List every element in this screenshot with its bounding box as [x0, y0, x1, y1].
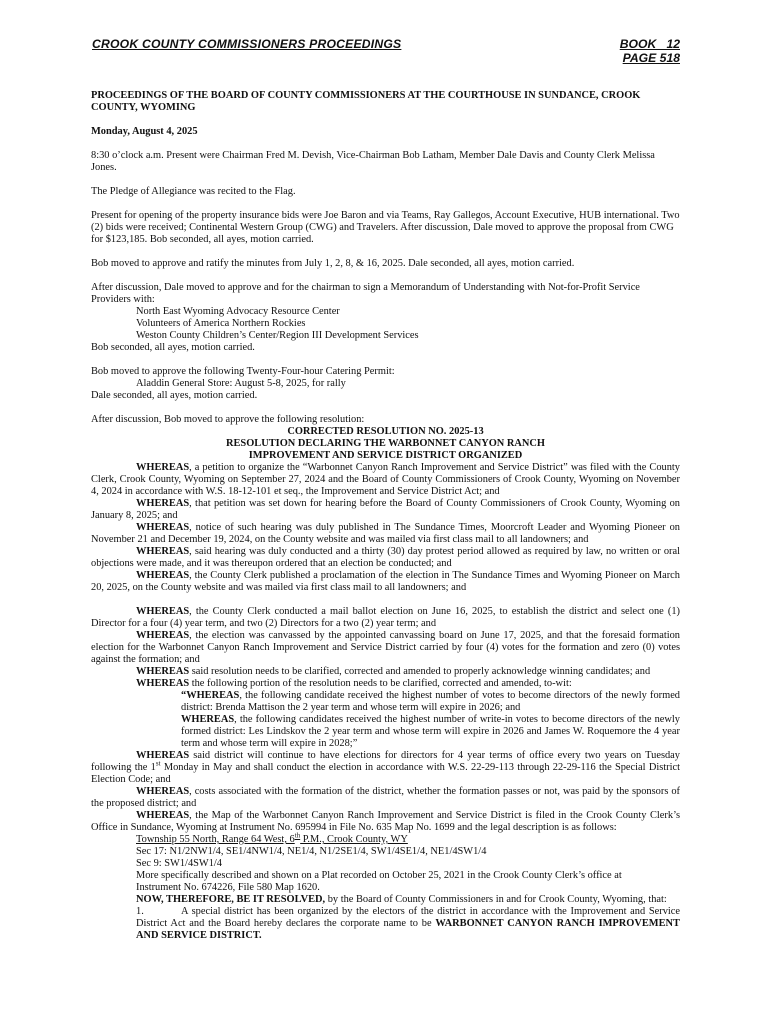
meeting-date: Monday, August 4, 2025: [91, 126, 198, 137]
legal-description-township: Township 55 North, Range 64 West, 6th P.M., Crook County, WY: [136, 831, 408, 845]
quoted-clause: WHEREAS, the following candidates received the highest number of write-in votes to become directors of the newly formed district: Les Lindskov the 2 year term and whose term will expire in 2026 and James W. Roquemore the 4 year term and whose term will expire in 2028;”: [181, 714, 680, 749]
legal-description-section: Sec 17: N1/2NW1/4, SE1/4NW1/4, NE1/4, N1/2SE1/4, SW1/4SE1/4, NE1/4SW1/4: [136, 846, 487, 857]
resolved-item: 1. A special district has been organized by the electors of the district in accordance with the Improvement and Service District Act and the Board hereby declares the corporate name to be WARBONNET CANYON RANCH IMPROVEMENT AND SERVICE DISTRICT.: [136, 906, 680, 941]
attendance-paragraph: 8:30 o’clock a.m. Present were Chairman Fred M. Devish, Vice-Chairman Bob Latham, Member Dale Davis and County Clerk Melissa Jones.: [91, 150, 655, 173]
whereas-clause: WHEREAS, the election was canvassed by the appointed canvassing board on June 17, 2025, and that the foresaid formation election for the Warbonnet Canyon Ranch Improvement and Service District carried by four (4) votes for the formation and zero (0) votes against the formation; and: [91, 630, 680, 665]
header-title: CROOK COUNTY COMMISSIONERS PROCEEDINGS: [92, 37, 402, 51]
resolution-subtitle: RESOLUTION DECLARING THE WARBONNET CANYON RANCH: [226, 438, 545, 449]
resolution-subtitle: IMPROVEMENT AND SERVICE DISTRICT ORGANIZED: [248, 450, 523, 461]
document-body: [91, 90, 680, 942]
whereas-clause: WHEREAS said resolution needs to be clarified, corrected and amended to properly acknowledge winning candidates; and: [136, 666, 651, 677]
mou-end: Bob seconded, all ayes, motion carried.: [91, 342, 255, 353]
pledge-paragraph: The Pledge of Allegiance was recited to the Flag.: [91, 186, 296, 197]
minutes-paragraph: Bob moved to approve and ratify the minutes from July 1, 2, 8, & 16, 2025. Dale seconded, all ayes, motion carried.: [91, 258, 575, 269]
resolution-title: CORRECTED RESOLUTION NO. 2025-13: [287, 426, 484, 437]
resolution-intro: After discussion, Bob moved to approve the following resolution:: [91, 414, 365, 425]
whereas-clause: WHEREAS, the County Clerk conducted a mail ballot election on June 16, 2025, to establish the district and select one (1) Director for a four (4) year term, and two (2) Directors for a two (2) year term; and: [91, 606, 680, 629]
mou-item: Volunteers of America Northern Rockies: [136, 318, 306, 329]
quoted-clause: “WHEREAS, the following candidate received the highest number of votes to become directors of the newly formed district: Brenda Mattison the 2 year term and whose term will expire in 2026; and: [181, 690, 680, 713]
mou-intro: After discussion, Dale moved to approve and for the chairman to sign a Memorandum of Understanding with Not-for-Profit Service Providers with:: [91, 282, 640, 305]
catering-intro: Bob moved to approve the following Twenty-Four-hour Catering Permit:: [91, 366, 395, 377]
whereas-clause: WHEREAS, that petition was set down for hearing before the Board of County Commissioners of Crook County, Wyoming on January 8, 2025; and: [91, 498, 680, 521]
whereas-clause: WHEREAS, the County Clerk published a proclamation of the election in The Sundance Times and Wyoming Pioneer on March 20, 2025, on the County website and was mailed via first class mail to all landowners; and: [91, 570, 680, 593]
whereas-clause: WHEREAS, a petition to organize the “Warbonnet Canyon Ranch Improvement and Service District” was filed with the County Clerk, Crook County, Wyoming on September 27, 2024 and the Board of County Commissioners of Crook County, Wyoming on November 4, 2024 in accordance with W.S. 18-12-101 et seq., the Improvement and Service District Act; and: [91, 462, 680, 497]
insurance-bids-paragraph: Present for opening of the property insurance bids were Joe Baron and via Teams, Ray Gallegos, Account Executive, HUB international. Two (2) bids were received; Continental Western Group (CWG) and Travelers. After discussion, Dale moved to approve the proposal from CWG for $123,185. Bob seconded, all ayes, motion carried.: [91, 210, 680, 245]
legal-description-section: Sec 9: SW1/4SW1/4: [136, 858, 223, 869]
whereas-clause: WHEREAS said district will continue to have elections for directors for 4 year terms of office every two years on Tuesday following the 1st Monday in May and shall conduct the election in accordance with W.S. 22-29-113 through 22-29-116 the Special District Election Code; and: [91, 750, 680, 785]
whereas-clause: WHEREAS, notice of such hearing was duly published in The Sundance Times, Moorcroft Leader and Wyoming Pioneer on November 21 and December 19, 2024, on the County website and was mailed via first class mail to all landowners; and: [91, 522, 680, 545]
whereas-clause: WHEREAS, costs associated with the formation of the district, whether the formation passes or not, was paid by the sponsors of the proposed district; and: [91, 786, 680, 809]
whereas-clause: WHEREAS, the Map of the Warbonnet Canyon Ranch Improvement and Service District is filed in the Crook County Clerk’s Office in Sundance, Wyoming at Instrument No. 695994 in File No. 635 Map No. 1699 and the legal description is as follows:: [91, 810, 680, 833]
mou-item: North East Wyoming Advocacy Resource Center: [136, 306, 340, 317]
book-number: BOOK 12: [619, 37, 680, 51]
page-header: [92, 38, 680, 68]
legal-description-plat: More specifically described and shown on a Plat recorded on October 25, 2021 in the Crook County Clerk’s office at Instrument No. 674226, File 580 Map 1620.: [136, 870, 622, 893]
whereas-clause: WHEREAS the following portion of the resolution needs to be clarified, corrected and amended, to-wit:: [136, 678, 572, 689]
whereas-clause: WHEREAS, said hearing was duly conducted and a thirty (30) day protest period allowed as required by law, no written or oral objections were made, and it was thereupon ordered that an election be conducted; and: [91, 546, 680, 569]
mou-item: Weston County Children’s Center/Region III Development Services: [136, 330, 419, 341]
catering-item: Aladdin General Store: August 5-8, 2025, for rally: [136, 378, 346, 389]
resolved-clause: NOW, THEREFORE, BE IT RESOLVED, by the Board of County Commissioners in and for Crook County, Wyoming, that:: [136, 894, 667, 905]
page-number: PAGE 518: [622, 51, 680, 65]
proceedings-heading: PROCEEDINGS OF THE BOARD OF COUNTY COMMISSIONERS AT THE COURTHOUSE IN SUNDANCE, CROOK COUNTY, WYOMING: [91, 90, 641, 113]
catering-end: Dale seconded, all ayes, motion carried.: [91, 390, 258, 401]
